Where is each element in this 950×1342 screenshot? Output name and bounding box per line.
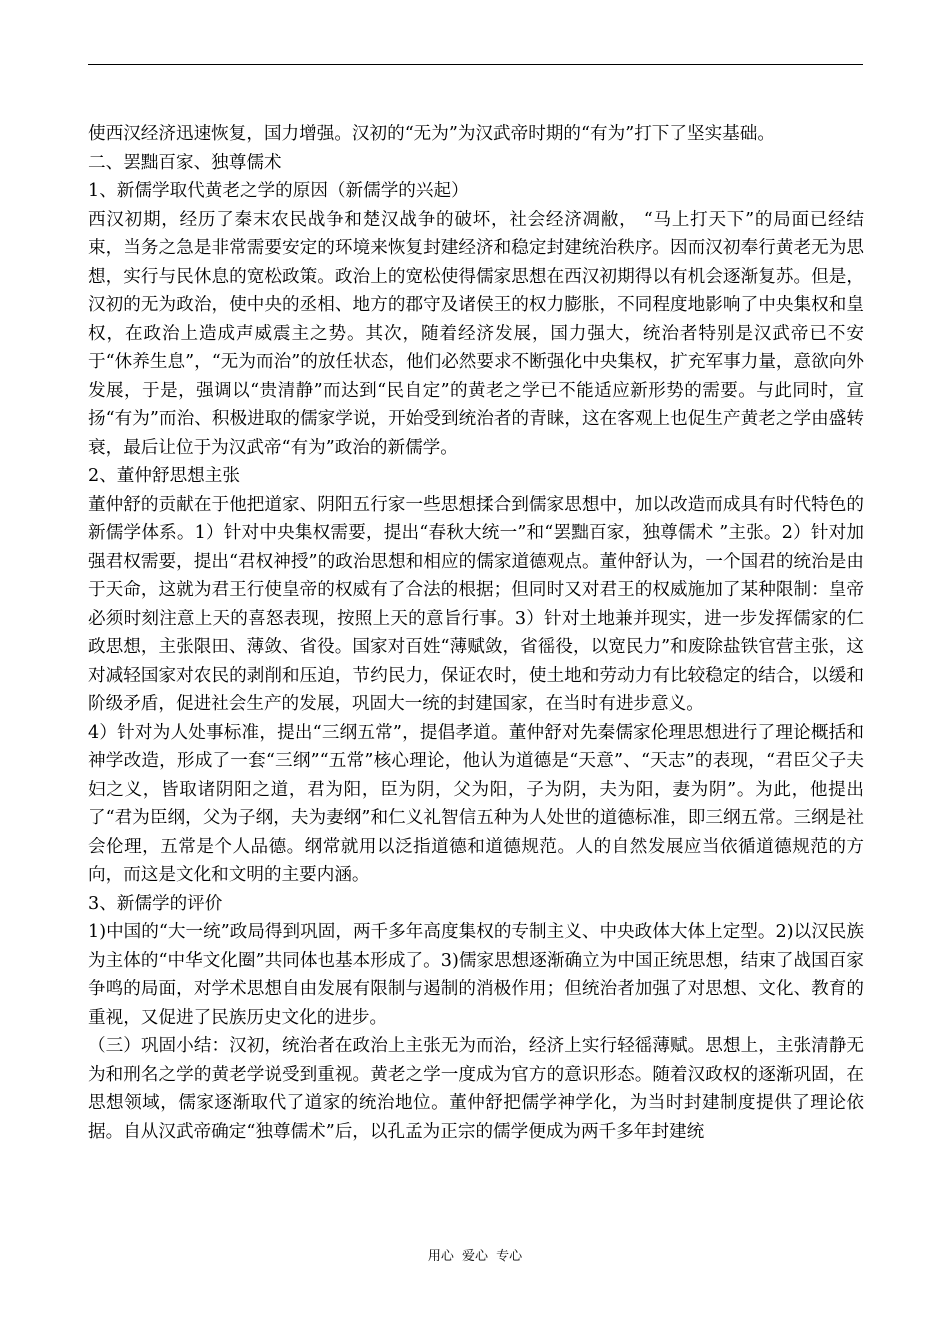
body-paragraph: 西汉初期，经历了秦末农民战争和楚汉战争的破坏，社会经济凋敝， “马上打天下”的局面已经结束，当务之急是非常需要安定的环境来恢复封建经济和稳定封建统治秩序。因而汉初奉行黄老无为思想，实行与民休息的宽松政策。政治上的宽松使得儒家思想在西汉初期得以有机会逐渐复苏。但是，汉初的无为政治，使中央的丞相、地方的郡守及诸侯王的权力膨胀，不同程度地影响了中央集权和皇权，在政治上造成声威震主之势。其次，随着经济发展，国力强大，统治者特别是汉武帝已不安于“休养生息”，“无为而治”的放任状态，他们必然要求不断强化中央集权，扩充军事力量，意欲向外发展，于是，强调以“贵清静”而达到“民自定”的黄老之学已不能适应新形势的需要。与此同时，宣扬“有为”而治、积极进取的儒家学说，开始受到统治者的青睐，这在客观上也促生产黄老之学由盛转衰，最后让位于为汉武帝“有为”政治的新儒学。 <box>88 209 864 458</box>
subsection-heading: 1、新儒学取代黄老之学的原因（新儒学的兴起） <box>88 181 469 201</box>
page-content <box>88 120 864 1146</box>
section-heading: 二、罢黜百家、独尊儒术 <box>88 152 282 173</box>
subsection-heading: 3、新儒学的评价 <box>88 893 223 914</box>
body-paragraph: 董仲舒的贡献在于他把道家、阴阳五行家一些思想揉合到儒家思想中，加以改造而成具有时代特色的新儒学体系。1）针对中央集权需要，提出“春秋大统一”和“罢黜百家，独尊儒术 ”主张。2）针对加强君权需要，提出“君权神授”的政治思想和相应的儒家道德观点。董仲舒认为，一个国君的统治是由于天命，这就为君王行使皇帝的权威有了合法的根据；但同时又对君王的权威施加了某种限制：皇帝必须时刻注意上天的喜怒表现，按照上天的意旨行事。3）针对土地兼并现实，进一步发挥儒家的仁政思想，主张限田、薄敛、省役。国家对百姓“薄赋敛，省徭役，以宽民力”和废除盐铁官营主张，这对减轻国家对农民的剥削和压迫，节约民力，保证农时，使土地和劳动力有比较稳定的结合，以缓和阶级矛盾，促进社会生产的发展，巩固大一统的封建国家，在当时有进步意义。 <box>88 494 864 714</box>
body-paragraph: 1)中国的“大一统”政局得到巩固，两千多年高度集权的专制主义、中央政体大体上定型。2)以汉民族为主体的“中华文化圈”共同体也基本形成了。3)儒家思想逐渐确立为中国正统思想，结束了战国百家争鸣的局面，对学术思想自由发展有限制与遏制的消极作用；但统治者加强了对思想、文化、教育的重视，又促进了民族历史文化的进步。 <box>88 922 864 1028</box>
header-rule <box>88 64 863 65</box>
page-footer: 用心 爱心 专心 <box>427 1249 523 1264</box>
paragraph-continuation: 使西汉经济迅速恢复，国力增强。汉初的“无为”为汉武帝时期的“有为”打下了坚实基础。 <box>88 124 775 144</box>
subsection-heading: 2、董仲舒思想主张 <box>88 466 240 486</box>
body-paragraph: 4）针对为人处事标准，提出“三纲五常”，提倡孝道。董仲舒对先秦儒家伦理思想进行了理论概括和神学改造，形成了一套“三纲”“五常”核心理论，他认为道德是“天意”、“天志”的表现，“君臣父子夫妇之义，皆取诸阴阳之道，君为阳，臣为阴，父为阳，子为阴，夫为阳，妻为阴”。为此，他提出了“君为臣纲，父为子纲，夫为妻纲”和仁义礼智信五种为人处世的道德标准，即三纲五常。三纲是社会伦理，五常是个人品德。纲常就用以泛指道德和道德规范。人的自然发展应当依循道德规范的方向，而这是文化和文明的主要内涵。 <box>88 722 864 885</box>
body-paragraph: （三）巩固小结：汉初，统治者在政治上主张无为而治，经济上实行轻徭薄赋。思想上，主张清静无为和刑名之学的黄老学说受到重视。黄老之学一度成为官方的意识形态。随着汉政权的逐渐巩固，在思想领域，儒家逐渐取代了道家的统治地位。董仲舒把儒学神学化，为当时封建制度提供了理论依据。自从汉武帝确定“独尊儒术”后，以孔孟为正宗的儒学便成为两千多年封建统 <box>88 1036 864 1142</box>
